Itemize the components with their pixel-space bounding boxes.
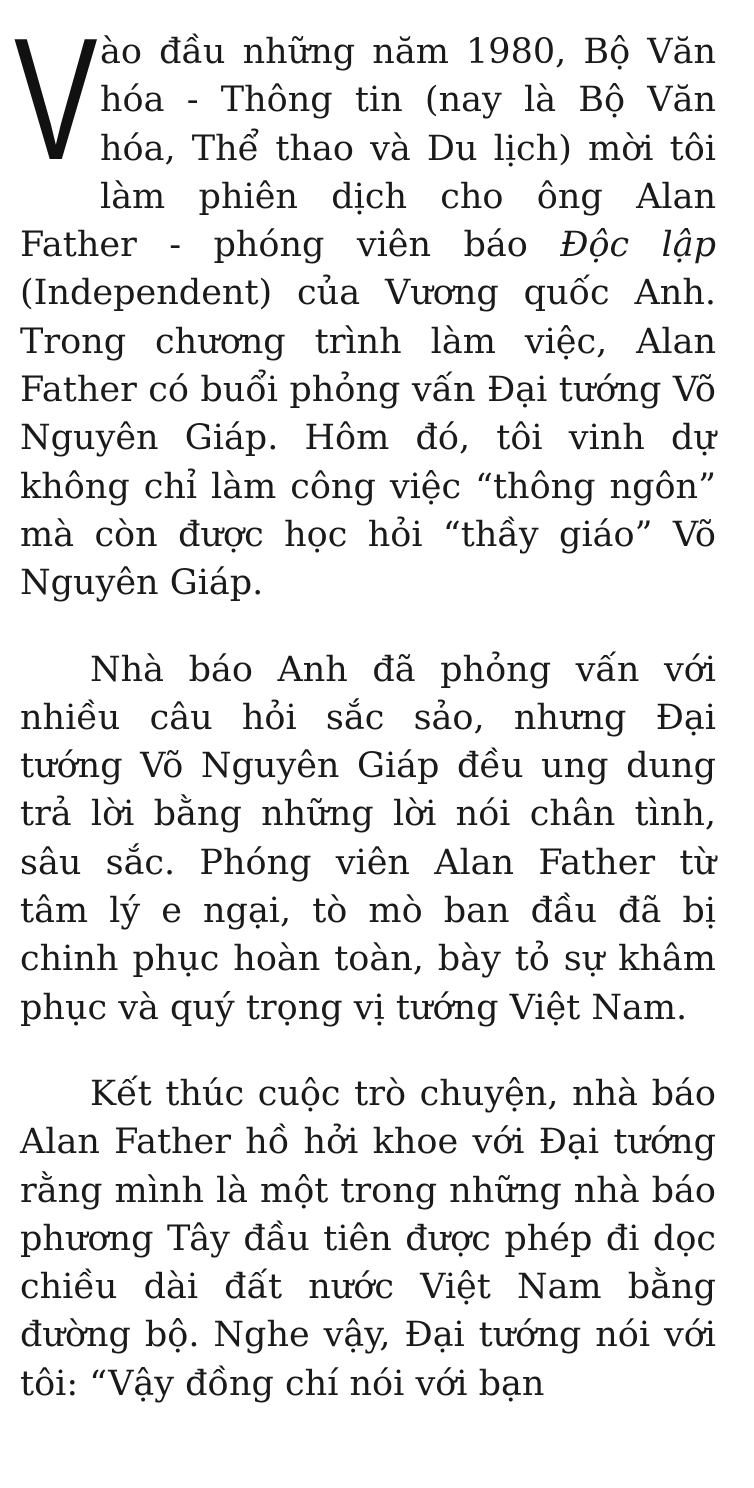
article-paragraph-1 bbox=[14, 1, 716, 608]
article-paragraph-2: Nhà báo Anh đã phỏng vấn với nhiều câu hỏi sắc sảo, nhưng Đại tướng Võ Nguyên Giáp đều ung dung trả lời bằng những lời nói chân tình, sâu sắc. Phóng viên Alan Father từ tâm lý e ngại, tò mò ban đầu đã bị chinh phục hoàn toàn, bày tỏ sự khâm phục và quý trọng vị tướng Việt Nam. bbox=[20, 649, 716, 1028]
paragraph-1-text: ào đầu những năm 1980, Bộ Văn hóa - Thông tin (nay là Bộ Văn hóa, Thể thao và Du lịch) mời tôi làm phiên dịch cho ông Alan Father - phóng viên báo bbox=[20, 32, 716, 266]
drop-cap-letter: V bbox=[14, 1, 98, 196]
article-body bbox=[14, 1, 716, 1408]
article-paragraph-3: Kết thúc cuộc trò chuyện, nhà báo Alan Father hồ hởi khoe với Đại tướng rằng mình là một trong những nhà báo phương Tây đầu tiên được phép đi dọc chiều dài đất nước Việt Nam bằng đường bộ. Nghe vậy, Đại tướng nói với tôi: “Vậy đồng chí nói với bạn bbox=[20, 1073, 716, 1404]
newspaper-name: Độc lập bbox=[560, 225, 716, 266]
paragraph-1-text-continued: (Independent) của Vương quốc Anh. Trong chương trình làm việc, Alan Father có buổi phỏng vấn Đại tướng Võ Nguyên Giáp. Hôm đó, tôi vinh dự không chỉ làm công việc “thông ngôn” mà còn được học hỏi “thầy giáo” Võ Nguyên Giáp. bbox=[20, 273, 716, 604]
